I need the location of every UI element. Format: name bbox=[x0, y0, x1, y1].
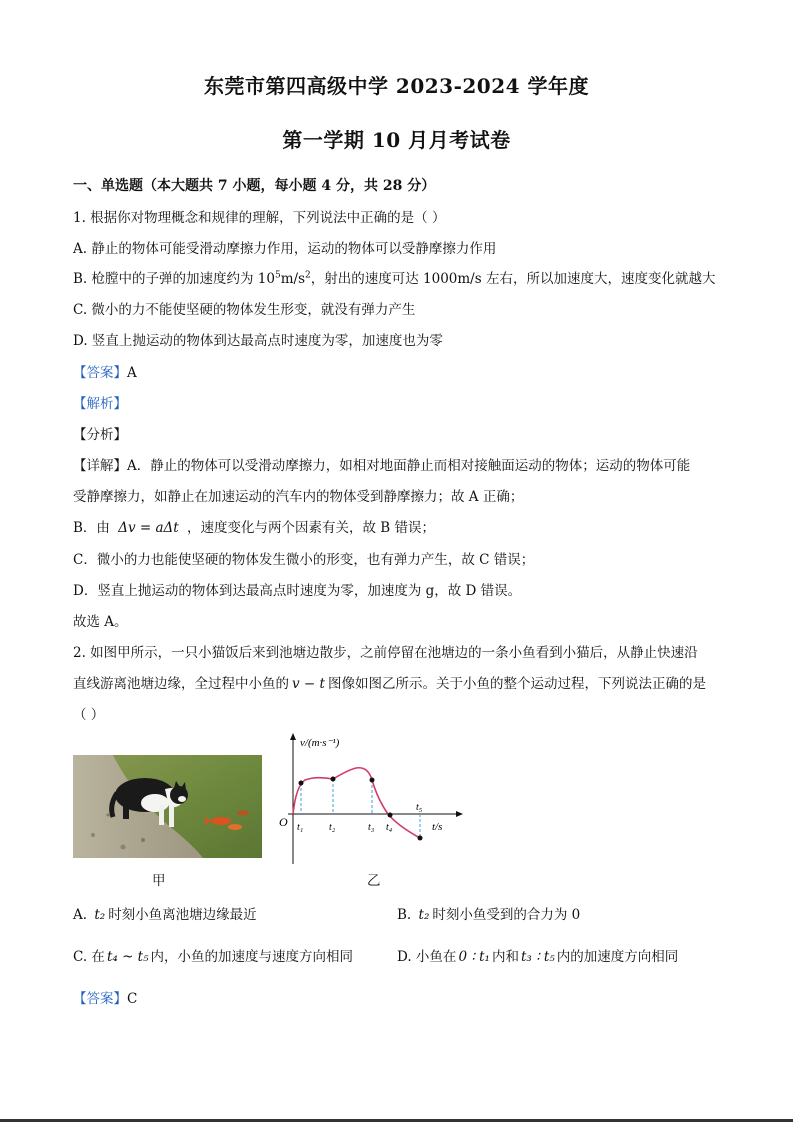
cat-pond-picture bbox=[73, 755, 262, 858]
point-t2 bbox=[331, 777, 336, 782]
q2-option-a bbox=[73, 903, 257, 923]
v-axis-arrow bbox=[290, 733, 296, 740]
tick-t5: t₅ bbox=[416, 802, 423, 813]
q2-option-b bbox=[397, 903, 580, 923]
q2-option-b-pre: B. bbox=[397, 907, 412, 923]
detail-d: D．竖直上抛运动的物体到达最高点时速度为零，加速度为 g，故 D 错误。 bbox=[73, 583, 522, 599]
point-t4 bbox=[388, 813, 393, 818]
q1-option-a: A. 静止的物体可能受滑动摩擦力作用，运动的物体可以受静摩擦力作用 bbox=[73, 241, 497, 257]
q2-answer-value: C bbox=[127, 991, 138, 1007]
tick-t3: t₃ bbox=[368, 822, 375, 833]
q1-option-b-post: ，射出的速度可达 1000m/s 左右，所以加速度大，速度变化就越大 bbox=[310, 271, 716, 287]
q1-option-c: C. 微小的力不能使坚硬的物体发生形变，就没有弹力产生 bbox=[73, 302, 416, 318]
q2-option-d-pre: D. 小鱼在 bbox=[397, 949, 457, 965]
q2-stem-2-formula: v − t bbox=[292, 676, 325, 692]
q2-stem-1: 2. 如图甲所示，一只小猫饭后来到池塘边散步，之前停留在池塘边的一条小鱼看到小猫后，从静止快速沿 bbox=[73, 645, 698, 661]
q2-stem-2-post: 图像如图乙所示。关于小鱼的整个运动过程，下列说法正确的是 bbox=[327, 676, 706, 692]
q1-option-d: D. 竖直上抛运动的物体到达最高点时速度为零，加速度也为零 bbox=[73, 333, 443, 349]
q2-option-b-post: 时刻小鱼受到的合力为 0 bbox=[432, 907, 581, 923]
q2-answer bbox=[73, 987, 137, 1007]
section-heading: 一、单选题（本大题共 7 小题，每小题 4 分，共 28 分） bbox=[73, 178, 436, 194]
cat-pond-photo bbox=[73, 755, 262, 858]
q2-option-d-var1: 0 ∶ t₁ bbox=[458, 949, 490, 965]
answer-label: 【答案】 bbox=[73, 365, 127, 381]
q2-stem-2-pre: 直线游离池塘边缘，全过程中小鱼的 bbox=[73, 676, 289, 692]
tick-t4: t₄ bbox=[386, 822, 393, 833]
q2-stem-3: （ ） bbox=[73, 707, 105, 723]
q2-option-b-var: t₂ bbox=[418, 907, 430, 923]
detail-b-post: ，速度变化与两个因素有关，故 B 错误； bbox=[187, 520, 436, 536]
q2-option-a-pre: A. bbox=[73, 907, 88, 923]
q2-option-a-var: t₂ bbox=[94, 907, 106, 923]
t-axis-label: t/s bbox=[432, 821, 443, 833]
detail-b-formula: Δv = aΔt bbox=[118, 520, 179, 536]
origin-label: O bbox=[279, 815, 288, 829]
analysis-label: 【解析】 bbox=[73, 396, 127, 412]
q2-option-d-var2: t₃ ∶ t₅ bbox=[520, 949, 555, 965]
t-axis-arrow bbox=[456, 811, 463, 817]
vt-graph-svg bbox=[276, 728, 466, 868]
detail-line-1: 【详解】A．静止的物体可以受滑动摩擦力，如相对地面静止而相对接触面运动的物体；运动的物体可能 bbox=[73, 458, 691, 474]
vt-curve bbox=[293, 768, 420, 838]
q1-option-b-exp: 5 bbox=[274, 270, 281, 281]
q1-option-b-unit: m/s bbox=[280, 271, 305, 287]
tick-t1: t₁ bbox=[297, 822, 304, 833]
detail-c: C．微小的力也能使坚硬的物体发生微小的形变，也有弹力产生，故 C 错误； bbox=[73, 552, 535, 568]
caption-jia: 甲 bbox=[152, 873, 166, 889]
q1-option-b-pre: B. 枪膛中的子弹的加速度约为 10 bbox=[73, 271, 275, 287]
caption-yi: 乙 bbox=[367, 873, 381, 889]
exam-title-line1: 东莞市第四高级中学 2023-2024 学年度 bbox=[203, 74, 590, 98]
q1-stem: 1. 根据你对物理概念和规律的理解，下列说法中正确的是（ ） bbox=[73, 210, 446, 226]
point-t3 bbox=[370, 778, 375, 783]
q2-option-c-post: 内，小鱼的加速度与速度方向相同 bbox=[150, 949, 354, 965]
point-t1 bbox=[299, 781, 304, 786]
detail-b bbox=[73, 516, 435, 536]
v-axis-label: v/(m·s⁻¹) bbox=[300, 737, 340, 749]
q2-option-c bbox=[73, 945, 353, 965]
q2-answer-label: 【答案】 bbox=[73, 991, 127, 1007]
vt-graph bbox=[276, 728, 466, 868]
q2-option-a-post: 时刻小鱼离池塘边缘最近 bbox=[108, 907, 257, 923]
tick-t2: t₂ bbox=[329, 822, 336, 833]
fenxi-label: 【分析】 bbox=[73, 427, 127, 443]
exam-title-line2: 第一学期 10 月月考试卷 bbox=[282, 128, 511, 152]
q2-option-d-mid: 内和 bbox=[491, 949, 519, 965]
q2-option-d bbox=[397, 945, 678, 965]
q1-option-b-exp2: 2 bbox=[305, 270, 311, 281]
q2-option-d-post: 内的加速度方向相同 bbox=[556, 949, 679, 965]
detail-b-pre: B．由 bbox=[73, 520, 110, 536]
q2-stem-2 bbox=[73, 672, 706, 692]
q1-answer bbox=[73, 361, 137, 381]
conclusion: 故选 A。 bbox=[73, 614, 128, 630]
detail-line-2: 受静摩擦力，如静止在加速运动的汽车内的物体受到静摩擦力；故 A 正确； bbox=[73, 489, 524, 505]
answer-value: A bbox=[127, 365, 137, 381]
q2-option-c-var: t₄ ~ t₅ bbox=[106, 949, 149, 965]
q2-option-c-pre: C. 在 bbox=[73, 949, 105, 965]
point-t5 bbox=[418, 836, 423, 841]
q1-option-b bbox=[73, 267, 715, 287]
